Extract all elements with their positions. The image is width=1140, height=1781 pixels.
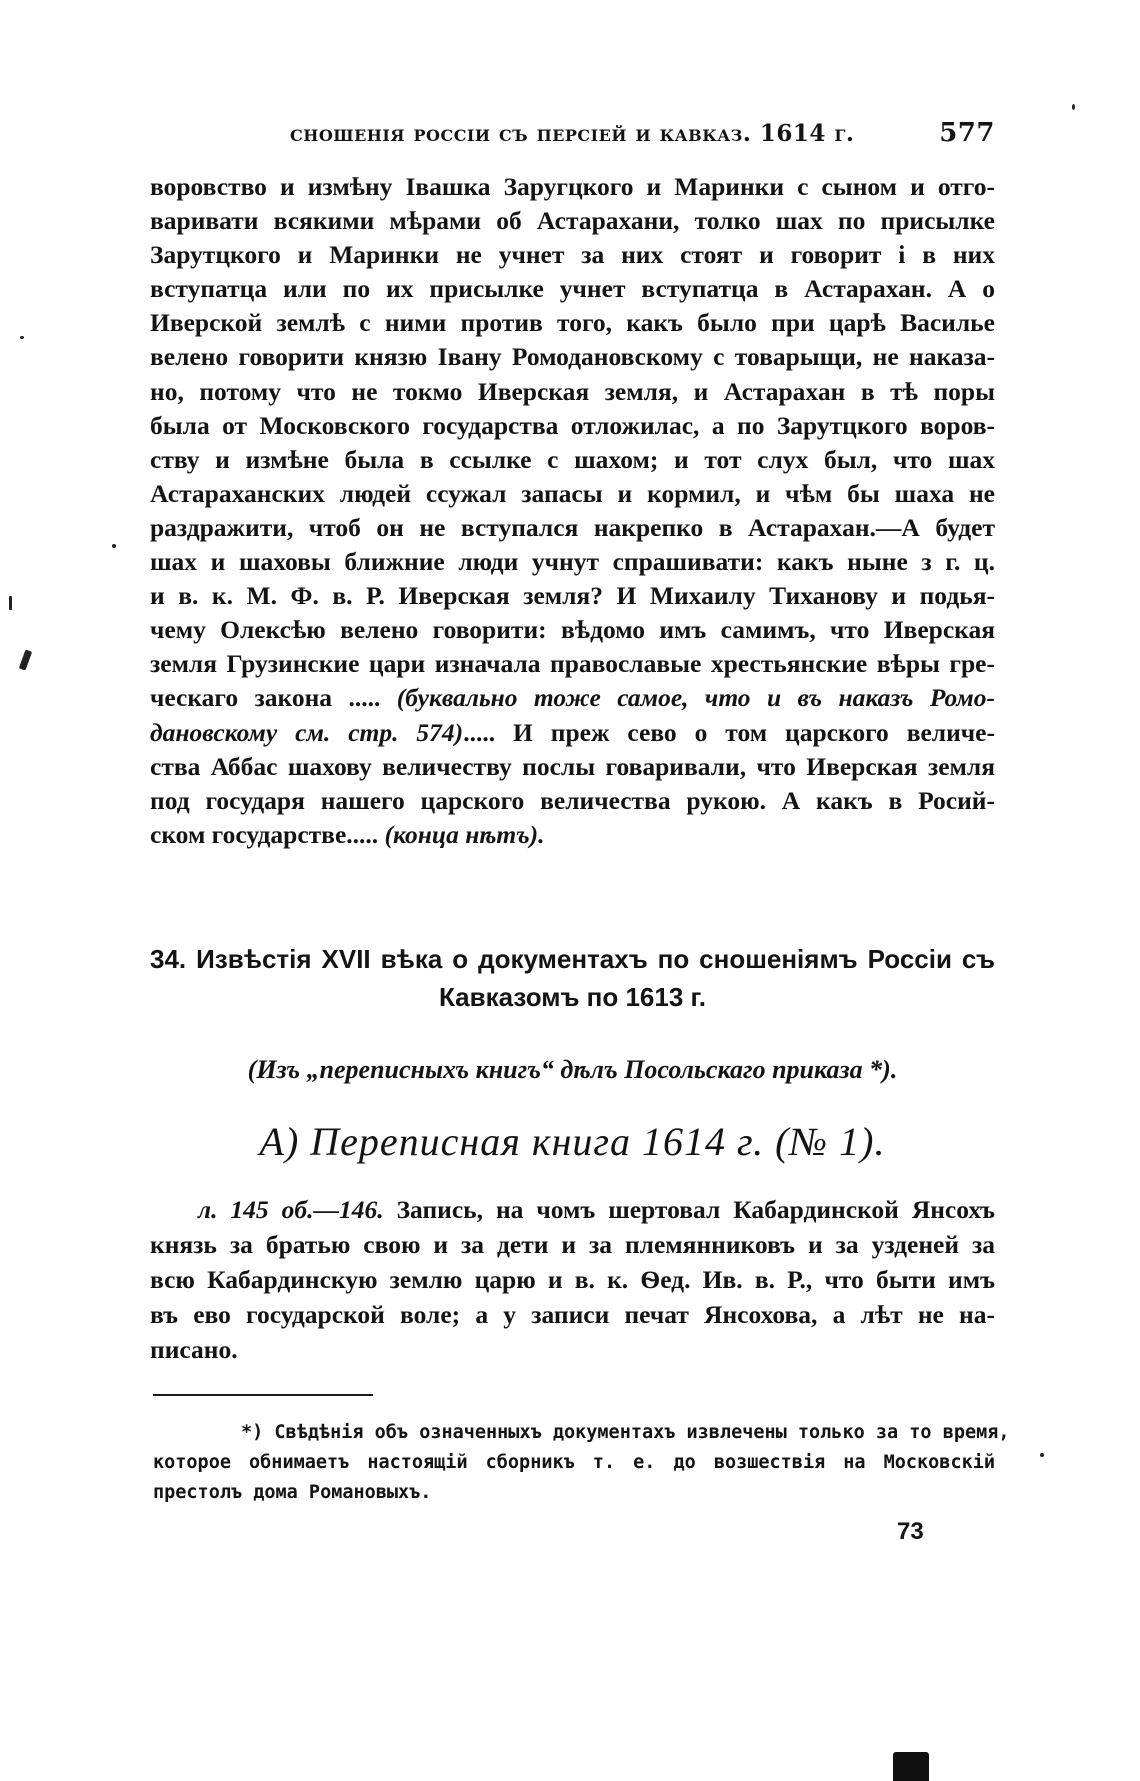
entry-line-text: Запись, на чомъ шертовал Кабардинской Янсохъ	[396, 1195, 996, 1224]
body-line: велено говорити князю Івану Ромодановскому с товарыщи, не наказа-	[150, 342, 995, 372]
scan-speck	[20, 336, 24, 339]
body-line: Зарутцкого и Маринки не учнет за них стоят и говорит і в них	[150, 240, 995, 270]
italic-note: дановскому см. стр. 574)	[150, 717, 464, 747]
section-heading-line: Кавказомъ по 1613 г.	[439, 982, 706, 1012]
body-line: и в. к. М. Ф. в. Р. Иверская земля? И Михаилу Тиханову и подья-	[150, 581, 995, 611]
scan-blot	[893, 1752, 929, 1781]
folio-reference: л. 145 об.—146.	[198, 1195, 384, 1224]
scan-speck	[9, 596, 12, 610]
italic-note: (конца нѣтъ).	[384, 819, 545, 849]
entry-line: всю Кабардинскую землю царю и в. к. Ѳед. Ив. в. Р., что быти имъ	[150, 1265, 995, 1294]
body-line: варивати всякими мѣрами об Астарахани, толко шах по присылке	[150, 206, 995, 236]
body-text	[150, 170, 995, 852]
body-line: ству и измѣне была в ссылке с шахом; и тот слух был, что шах	[150, 444, 995, 474]
body-line-text: ском государстве.....	[150, 819, 379, 849]
entry-line: въ ево государской воле; а у записи печат Янсохова, а лѣт не на-	[150, 1300, 995, 1329]
footnote	[153, 1418, 1010, 1508]
footnote-line: которое обнимаетъ настоящій сборникъ т. е. до возшествія на Московскій	[153, 1452, 995, 1473]
scan-speck	[1040, 1453, 1044, 1457]
body-line: Иверской землѣ с ними против того, какъ было при царѣ Василье	[150, 308, 995, 338]
body-line: чему Олексѣю велено говорити: вѣдомо имъ самимъ, что Иверская	[150, 615, 995, 645]
scan-speck	[112, 544, 116, 548]
signature-mark: 73	[897, 1518, 924, 1545]
body-line: вступатца или по их присылке учнет вступатца в Астарахан. А о	[150, 274, 995, 304]
body-line-text: И преж сево о том царского величе-	[513, 717, 995, 747]
body-line: земля Грузинские цари изначала православые хрестьянские вѣры гре-	[150, 649, 995, 679]
body-line-mixed	[150, 716, 995, 750]
body-line: воровство и измѣну Івашка Заругцкого и Маринки с сыном и отго-	[150, 172, 995, 201]
body-line: шах и шаховы ближние люди учнут спрашивати: какъ ныне з г. ц.	[150, 547, 995, 577]
running-head-title: сношенія россіи съ персіей и кавказ. 1614 г.	[290, 120, 855, 147]
entry-line: князь за братью свою и за дети и за племянниковъ и за узденей за	[150, 1230, 995, 1259]
entry-line: писано.	[150, 1335, 238, 1364]
body-line: но, потому что не токмо Иверская земля, и Астарахан в тѣ поры	[150, 376, 995, 406]
body-line: под государя нашего царского величества рукою. А какъ в Росий-	[150, 785, 995, 815]
body-line: Астараханских людей ссужал запасы и кормил, и чѣм бы шаха не	[150, 478, 995, 508]
ellipsis: .....	[348, 683, 381, 713]
section-heading	[150, 940, 995, 1016]
record-entry	[150, 1192, 995, 1367]
scan-speck	[1072, 104, 1075, 110]
ellipsis: .....	[463, 717, 496, 747]
body-line-text: ческаго закона	[150, 683, 333, 713]
body-line-mixed	[150, 681, 995, 715]
body-line-mixed	[150, 818, 995, 852]
footnote-line: престолъ дома Романовыхъ.	[153, 1482, 432, 1503]
body-line: была от Московского государства отложилас, а по Зарутцкого воров-	[150, 410, 995, 440]
body-line: ства Аббас шахову величеству послы говаривали, что Иверская земля	[150, 751, 995, 781]
page-number: 577	[939, 118, 995, 148]
subheading: A) Переписная книга 1614 г. (№ 1).	[259, 1119, 886, 1164]
source-note: (Изъ „переписныхъ книгъ“ дѣлъ Посольскаго приказа *).	[247, 1055, 898, 1084]
body-line: раздражити, чтоб он не вступался накрепко в Астарахан.—А будет	[150, 512, 995, 542]
entry-line	[150, 1192, 995, 1227]
section-heading-line: 34. Извѣстія XVII вѣка о документахъ по сношеніямъ Россіи съ	[150, 944, 995, 974]
footnote-line: *) Свѣдѣнія объ означенныхъ документахъ извлечены только за то время,	[241, 1422, 1010, 1443]
scan-speck	[19, 649, 32, 670]
footnote-rule	[153, 1394, 373, 1396]
running-head	[150, 118, 995, 148]
italic-note: (буквально тоже самое, что и въ наказъ Ромо-	[396, 683, 996, 713]
